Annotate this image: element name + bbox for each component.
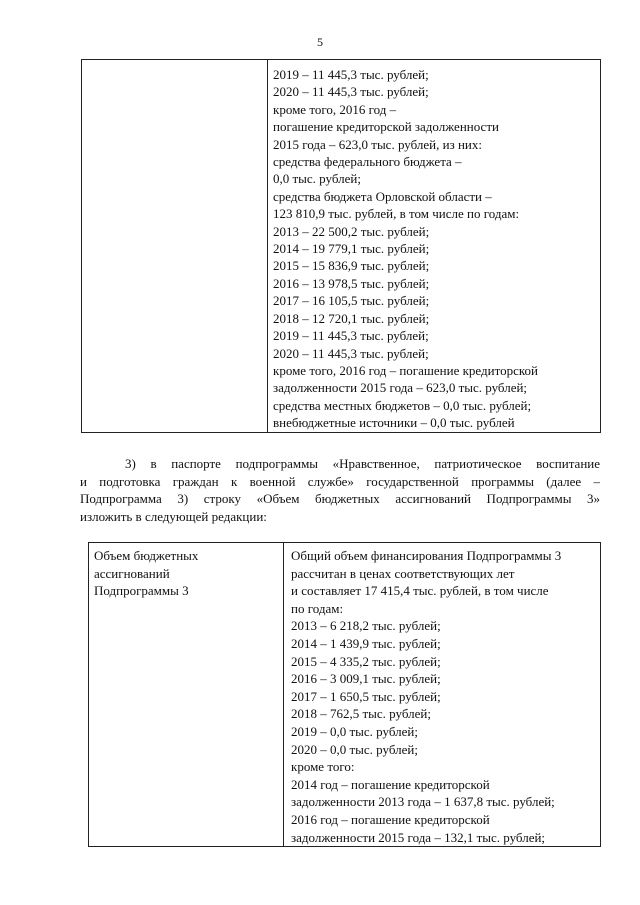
- paragraph-line: изложить в следующей редакции:: [80, 508, 267, 524]
- text-line: внебюджетные источники – 0,0 тыс. рублей: [273, 415, 515, 431]
- text-line: 2014 – 19 779,1 тыс. рублей;: [273, 241, 430, 257]
- text-line: Объем бюджетных: [94, 548, 199, 563]
- text-line: 2017 – 1 650,5 тыс. рублей;: [291, 688, 441, 704]
- text-line: 2015 года – 623,0 тыс. рублей, из них:: [273, 136, 482, 152]
- funding-table-continued: [81, 59, 601, 433]
- text-line: кроме того, 2016 год –: [273, 101, 397, 117]
- text-line: и составляет 17 415,4 тыс. рублей, в том числе: [291, 583, 549, 599]
- text-line: Общий объем финансирования Подпрограммы 3: [291, 548, 562, 563]
- text-line: кроме того, 2016 год – погашение кредиторской: [273, 362, 538, 378]
- text-line: задолженности 2015 года – 132,1 тыс. рублей;: [291, 829, 546, 845]
- text-line: 123 810,9 тыс. рублей, в том числе по годам:: [273, 206, 520, 222]
- text-line: кроме того:: [291, 759, 355, 775]
- text-line: 2020 – 11 445,3 тыс. рублей;: [273, 345, 429, 361]
- page-number: 5: [317, 35, 323, 49]
- paragraph-line: 3) в паспорте подпрограммы «Нравственное, патриотическое воспитание: [125, 456, 600, 471]
- text-line: средства федерального бюджета –: [273, 154, 462, 170]
- text-line: 2017 – 16 105,5 тыс. рублей;: [273, 293, 430, 309]
- text-line: 2014 – 1 439,9 тыс. рублей;: [291, 635, 441, 651]
- text-line: 0,0 тыс. рублей;: [273, 171, 361, 187]
- text-line: по годам:: [291, 600, 344, 616]
- text-line: 2020 – 11 445,3 тыс. рублей;: [273, 84, 429, 100]
- text-line: задолженности 2015 года – 623,0 тыс. рублей;: [273, 380, 528, 396]
- text-line: 2019 – 11 445,3 тыс. рублей;: [273, 328, 429, 344]
- amendment-paragraph: [80, 455, 600, 525]
- text-line: 2015 – 4 335,2 тыс. рублей;: [291, 653, 441, 669]
- text-line: средства бюджета Орловской области –: [273, 188, 492, 204]
- text-line: 2014 год – погашение кредиторской: [291, 776, 490, 792]
- text-line: 2013 – 22 500,2 тыс. рублей;: [273, 223, 430, 239]
- text-line: 2019 – 11 445,3 тыс. рублей;: [273, 67, 429, 82]
- table-cell-label: [82, 60, 268, 433]
- text-line: 2020 – 0,0 тыс. рублей;: [291, 741, 418, 757]
- table-row: [89, 543, 601, 847]
- table-row: [82, 60, 601, 433]
- text-line: 2019 – 0,0 тыс. рублей;: [291, 723, 418, 739]
- table-cell-label: [89, 543, 284, 847]
- text-line: рассчитан в ценах соответствующих лет: [291, 565, 515, 581]
- text-line: 2013 – 6 218,2 тыс. рублей;: [291, 618, 441, 634]
- text-line: 2016 год – погашение кредиторской: [291, 811, 490, 827]
- subprogram3-funding-table: [88, 542, 601, 847]
- paragraph-line: Подпрограмма 3) строку «Объем бюджетных ассигнований Подпрограммы 3»: [80, 491, 600, 507]
- text-line: Подпрограммы 3: [94, 583, 189, 599]
- paragraph-line: и подготовка граждан к военной службе» государственной программы (далее –: [80, 473, 600, 489]
- table-cell-value: [284, 543, 601, 847]
- text-line: 2015 – 15 836,9 тыс. рублей;: [273, 258, 430, 274]
- table-cell-value: [268, 60, 601, 433]
- text-line: ассигнований: [94, 565, 170, 581]
- text-line: погашение кредиторской задолженности: [273, 119, 499, 135]
- text-line: 2016 – 3 009,1 тыс. рублей;: [291, 671, 441, 687]
- text-line: задолженности 2013 года – 1 637,8 тыс. рублей;: [291, 794, 555, 810]
- text-line: 2018 – 762,5 тыс. рублей;: [291, 706, 431, 722]
- text-line: 2016 – 13 978,5 тыс. рублей;: [273, 275, 430, 291]
- text-line: средства местных бюджетов – 0,0 тыс. рублей;: [273, 397, 532, 413]
- text-line: 2018 – 12 720,1 тыс. рублей;: [273, 310, 430, 326]
